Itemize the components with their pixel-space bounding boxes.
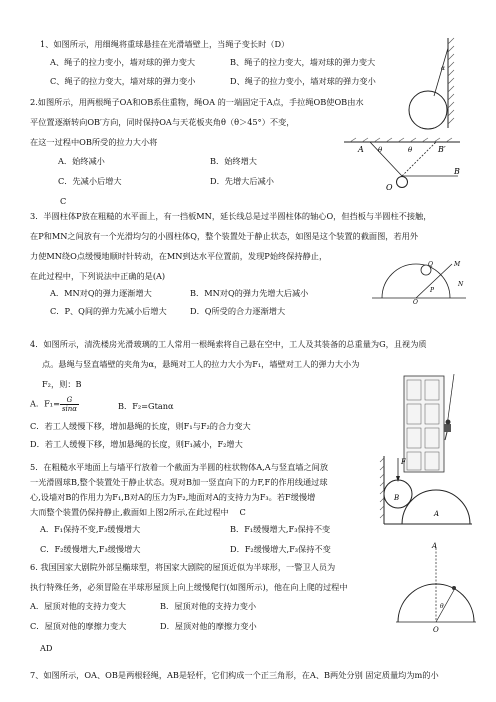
q2-label-bprime: B′: [438, 145, 446, 154]
q5-option-c: C．F₂缓慢增大,F₃缓慢增大: [40, 544, 141, 554]
q5-option-b: B．F₁缓慢增大,F₃保持不变: [230, 524, 331, 534]
q2-option-d: D．先增大后减小: [210, 176, 274, 186]
q5-stem-line2: 一光滑圆球B,整个装置处于静止状态。现对B加一竖直向下的力F,F的作用线通过球: [30, 477, 328, 487]
q6-option-b: B．屋顶对他的支持力变小: [160, 601, 257, 611]
q1-stem: 1、如图所示，用细绳将重球悬挂在光滑墙壁上，当绳子变长时（D）: [40, 39, 290, 49]
q7-stem: 7、如图所示，OA、OB是两根轻绳，AB是轻杆，它们构成一个正三角形，在A、B两处分别 固定质量均为m的小: [30, 670, 439, 680]
q1-option-c: C、绳子的拉力变大，墙对球的弹力变小: [50, 76, 196, 86]
q3-label-q: Q: [428, 261, 433, 268]
q2-stem-line3: 在这一过程中OB所受的拉力大小将: [30, 137, 158, 147]
q5-figure: [380, 454, 476, 526]
q4-option-b: B．F₂=Gtanα: [118, 401, 174, 411]
q2-label-theta2: θ: [408, 146, 413, 154]
q6-label-theta: θ: [440, 603, 444, 610]
q5-stem-line4: 大而整个装置仍保持静止,截面如上图2所示,在此过程中 C: [30, 507, 246, 517]
q1-alpha-label: α: [441, 65, 446, 72]
q5-stem-line3: 心,设墙对B的作用力为F₁,B对A的压力为F₂,地面对A的支持力为F₃。若F缓慢增: [30, 492, 316, 502]
q3-option-a: A．MN对Q的弹力逐渐增大: [50, 288, 152, 298]
q3-label-p: P: [430, 287, 435, 294]
q3-stem-line4: 在此过程中，下列说法中正确的是(A): [30, 271, 166, 281]
q2-label-b: B: [454, 167, 460, 176]
q6-option-c: C．屋顶对他的摩擦力变大: [30, 621, 127, 631]
q4-stem-line3: F₂，则：B: [42, 379, 82, 389]
q3-option-b: B．MN对Q的弹力先增大后减小: [190, 288, 309, 298]
q4-option-a: [30, 396, 79, 413]
q1-option-b: B、绳子的拉力变大，墙对球的弹力变大: [230, 57, 376, 67]
q6-option-a: A．屋顶对他的支持力变大: [30, 601, 126, 611]
q2-stem-line2: 平位置逐渐转向OB′方向，同时保持OA与天花板夹角θ（θ＞45°）不变，: [30, 117, 295, 127]
q3-figure: [370, 258, 470, 304]
q3-label-n: N: [458, 281, 464, 288]
q2-option-a: A．始终减小: [58, 156, 105, 166]
q3-label-o: O: [413, 299, 418, 306]
q2-figure: [340, 138, 470, 194]
q3-option-d: D．Q所受的合力逐渐增大: [190, 306, 286, 316]
q5-label-b: B: [394, 494, 400, 502]
q6-figure: [396, 542, 476, 634]
q3-stem-line3: 力使MN绕O点缓慢地顺时针转动，在MN到达水平位置前，发现P始终保持静止，: [30, 251, 328, 261]
q4-option-a-prefix: A．F₁=: [30, 398, 60, 409]
q6-stem-line2: 执行特殊任务，必须冒险在半球形屋顶上向上缓慢爬行(如图所示)，他在向上爬的过程中: [30, 582, 348, 592]
q4-option-d: D．若工人缓慢下移，增加悬绳的长度，则F₁减小，F₂增大: [30, 439, 243, 449]
q5-label-a: A: [434, 510, 440, 518]
q4-option-a-denominator: sinα: [61, 405, 78, 413]
q4-stem-line1: 4．如图所示，清洗楼房光滑玻璃的工人常用一根绳索将自己悬在空中，工人及其装备的总重量为G，且视为质: [30, 339, 427, 349]
q2-label-a: A: [358, 145, 364, 154]
q1-option-d: D、绳子的拉力变小，墙对球的弹力变小: [230, 76, 376, 86]
q2-answer: C: [60, 196, 67, 206]
q5-option-a: A．F₁保持不变,F₃缓慢增大: [40, 524, 141, 534]
q2-option-b: B．始终增大: [210, 156, 257, 166]
q6-label-o: O: [433, 626, 439, 634]
q2-option-c: C．先减小后增大: [58, 176, 122, 186]
q4-option-a-fraction: [60, 396, 79, 413]
q5-option-d: D．F₂缓慢增大,F₃保持不变: [230, 544, 331, 554]
q4-option-c: C．若工人缓慢下移，增加悬绳的长度，则F₁与F₂的合力变大: [30, 421, 251, 431]
q6-option-d: D．屋顶对他的摩擦力变小: [160, 621, 257, 631]
q2-label-theta1: θ: [378, 146, 383, 154]
q2-label-o: O: [386, 183, 393, 192]
q6-answer: AD: [40, 643, 53, 653]
q6-label-a: A: [432, 542, 438, 550]
q3-option-c: C．P、Q间的弹力先减小后增大: [50, 306, 167, 316]
q5-stem-line1: 5．在粗糙水平地面上与墙平行放着一个截面为半圆的柱状物体A,A与竖直墙之间放: [30, 462, 329, 472]
q3-stem-line1: 3．半圆柱体P放在粗糙的水平面上，有一挡板MN，延长线总是过半圆柱体的轴心O，但挡板与半圆柱不接触，: [30, 211, 432, 221]
q6-stem-line1: 6. 我国国家大剧院外部呈椭球型，将国家大剧院的屋顶近似为半球形，一警卫人员为: [30, 562, 336, 572]
q4-stem-line2: 点。悬绳与竖直墙壁的夹角为α，悬绳对工人的拉力大小为F₁，墙壁对工人的弹力大小为: [42, 359, 360, 369]
q4-option-a-numerator: G: [60, 396, 79, 405]
q5-label-f: F: [401, 458, 406, 466]
q3-stem-line2: 在P和MN之间放有一个光滑均匀的小圆柱体Q，整个装置处于静止状态，如图是这个装置的截面图，若用外: [30, 231, 419, 241]
q2-stem-line1: 2.如图所示，用两根绳子OA和OB系住重物，绳OA 的一端固定于A点，手拉绳OB使OB由水: [30, 97, 364, 107]
q3-label-m: M: [454, 261, 461, 268]
q1-option-a: A、绳子的拉力变小，墙对球的弹力变大: [50, 57, 196, 67]
q1-figure: [408, 38, 468, 128]
